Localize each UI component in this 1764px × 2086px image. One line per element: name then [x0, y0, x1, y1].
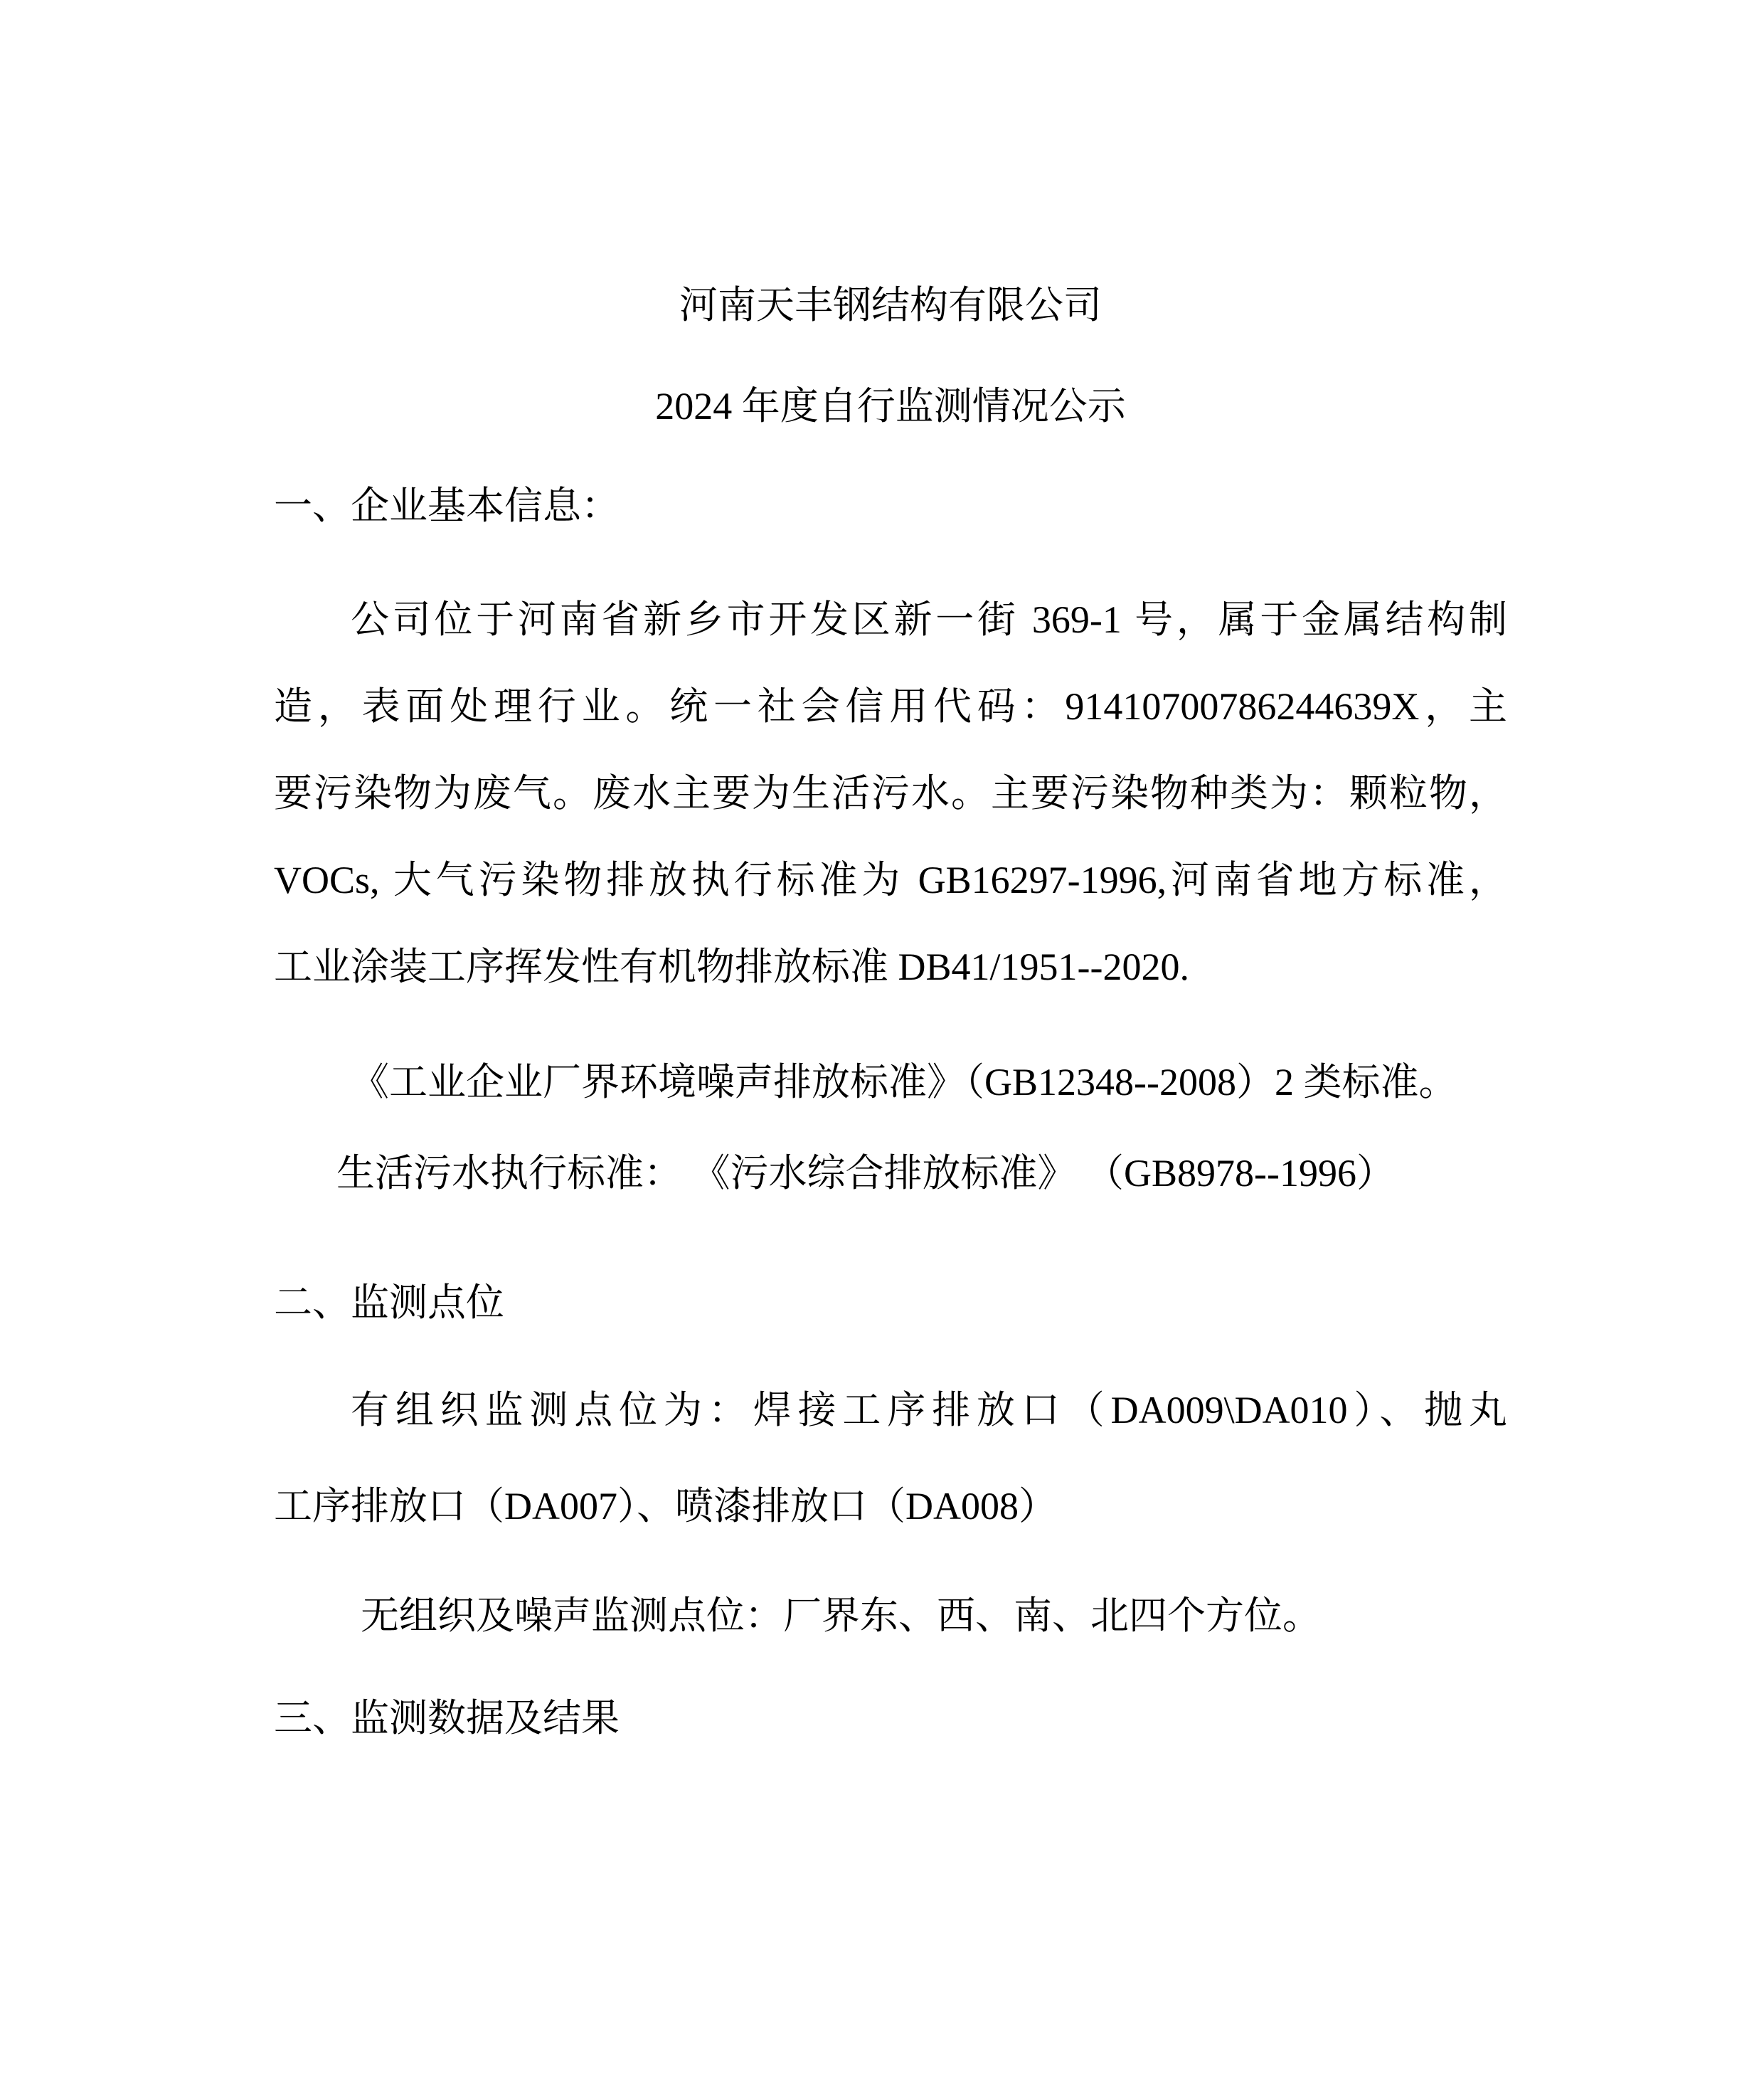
section-heading-basic-info: 一、企业基本信息： [274, 485, 620, 527]
text-line: VOCs, 大气污染物排放执行标准为 GB16297-1996,河南省地方标准， [274, 859, 1507, 901]
section-heading-monitoring-data: 三、监测数据及结果 [274, 1697, 620, 1740]
paragraph-noise-standard: 《工业企业厂界环境噪声排放标准》（GB12348--2008）2 类标准。 [351, 1061, 1457, 1103]
doc-title: 河南天丰钢结构有限公司 [679, 284, 1102, 327]
doc-subtitle: 2024 年度自行监测情况公示 [655, 385, 1126, 428]
paragraph-sewage-standard: 生活污水执行标准： 《污水综合排放标准》 （GB8978--1996） [336, 1152, 1395, 1195]
section-heading-monitoring-points: 二、监测点位 [274, 1281, 504, 1324]
text-line: 工序排放口（DA007）、喷漆排放口（DA008） [274, 1485, 1057, 1528]
text-line: 要污染物为废气。废水主要为生活污水。主要污染物种类为：颗粒物， [274, 772, 1507, 815]
text-line: 造，表面处理行业。统一社会信用代码：91410700786244639X，主 [274, 685, 1507, 728]
paragraph-unorganized-points: 无组织及噪声监测点位：厂界东、西、南、北四个方位。 [361, 1594, 1321, 1637]
text-line: 公司位于河南省新乡市开发区新一街 369-1 号，属于金属结构制 [351, 598, 1507, 641]
paragraph-company-info [274, 576, 1507, 1010]
paragraph-organized-points [274, 1362, 1507, 1555]
text-line: 有组织监测点位为：焊接工序排放口（DA009\DA010）、抛丸 [351, 1389, 1507, 1431]
text-line: 工业涂装工序挥发性有机物排放标准 DB41/1951--2020. [274, 946, 1189, 988]
